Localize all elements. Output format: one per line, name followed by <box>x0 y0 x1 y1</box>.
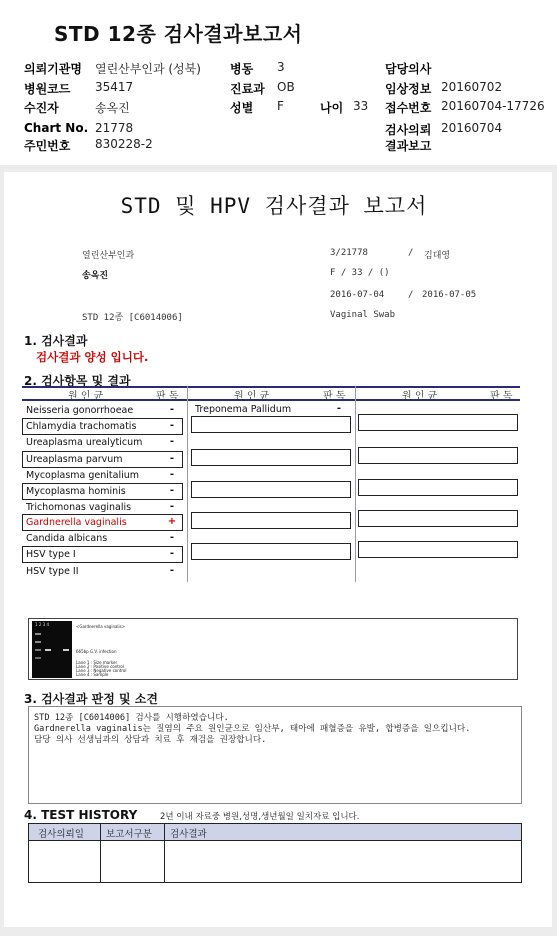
date-to: 2016-07-05 <box>422 290 477 300</box>
receipt-no-value: 20160704-17726 <box>441 99 545 113</box>
header-result: 판 독 <box>323 391 346 402</box>
department-value: OB <box>277 80 295 94</box>
header-organism: 원 인 균 <box>402 391 438 402</box>
organism-name: HSV type I <box>26 549 76 560</box>
patient-label: 수진자 <box>24 101 59 115</box>
organism-result: - <box>169 548 175 559</box>
organism-result-positive: + <box>167 516 177 527</box>
history-note: 2년 이내 자료중 병원,성명,생년월일 일치자료 입니다. <box>160 812 360 822</box>
gel-legend-item: Lane 1 : Size marker <box>76 660 118 665</box>
organism-name: Chlamydia trachomatis <box>26 421 137 432</box>
history-header-rule <box>29 840 521 841</box>
empty-row-box <box>358 510 518 527</box>
id-no-label: 주민번호 <box>24 139 71 153</box>
organism-name: Trichomonas vaginalis <box>26 502 132 513</box>
column-divider <box>164 824 165 882</box>
header-organism: 원 인 균 <box>234 391 270 402</box>
organism-name: Candida albicans <box>26 533 108 544</box>
organism-name: Mycoplasma hominis <box>26 486 126 497</box>
section-test-history: 4. TEST HISTORY <box>24 808 138 822</box>
empty-row-box <box>191 416 351 433</box>
organism-name: Ureaplasma parvum <box>26 454 123 465</box>
sex-age: F / 33 / () <box>330 268 390 278</box>
empty-row-box <box>191 512 351 529</box>
chart-doctor: 3/21778 <box>330 248 368 258</box>
gel-lane-numbers: 1 2 3 4 <box>35 622 49 627</box>
slash-1: / <box>408 248 414 258</box>
sex-value: F <box>277 99 284 113</box>
organism-result: - <box>169 501 175 512</box>
gel-legend-item: Lane 2 : Positive control <box>76 664 124 669</box>
organism-result: - <box>169 453 175 464</box>
clinical-info-label: 임상정보 <box>385 82 432 96</box>
empty-row-box <box>358 541 518 558</box>
history-col-report-type: 보고서구분 <box>106 829 152 840</box>
sex-label: 성별 <box>230 101 254 115</box>
gel-title: <Gardnerella vaginalis> <box>76 624 126 629</box>
column-divider <box>187 386 188 582</box>
document-title: STD 12종 검사결과보고서 <box>54 22 303 46</box>
history-col-request-date: 검사의뢰일 <box>38 829 84 840</box>
organism-name: Ureaplasma urealyticum <box>26 437 143 448</box>
organism-result: - <box>169 436 175 447</box>
organism-result: - <box>169 485 175 496</box>
clinic-name: 열린산부인과 <box>82 251 135 261</box>
header-result: 판 독 <box>490 391 513 402</box>
requested-label: 검사의뢰 <box>385 123 432 137</box>
date-from: 2016-07-04 <box>330 290 385 300</box>
organism-name-positive: Gardnerella vaginalis <box>26 517 127 528</box>
hospital-code-label: 병원코드 <box>24 82 71 96</box>
ward-label: 병동 <box>230 62 254 76</box>
empty-row-box <box>358 447 518 464</box>
column-divider <box>100 824 101 882</box>
header-organism: 원 인 균 <box>68 391 104 402</box>
ward-value: 3 <box>277 60 285 74</box>
gel-legend-item: Lane 3 : Negative control <box>76 668 127 673</box>
empty-row-box <box>191 543 351 560</box>
hospital-code-value: 35417 <box>95 80 134 94</box>
department-label: 진료과 <box>230 82 265 96</box>
empty-row-box <box>191 449 351 466</box>
age-value: 33 <box>353 99 369 113</box>
report-title: STD 및 HPV 검사결과 보고서 <box>120 194 428 218</box>
doctor-label: 담당의사 <box>385 62 432 76</box>
slash-2: / <box>408 290 414 300</box>
section-findings: 3. 검사결과 판정 및 소견 <box>24 692 158 706</box>
section-results: 1. 검사결과 <box>24 334 88 348</box>
requested-value: 20160704 <box>441 121 503 135</box>
organism-name: Treponema Pallidum <box>195 404 292 415</box>
chart-no-label: Chart No. <box>24 121 89 135</box>
empty-row-box <box>191 481 351 498</box>
age-label: 나이 <box>320 101 344 115</box>
receipt-no-label: 접수번호 <box>385 101 432 115</box>
gel-band-label: 665bp G.V. infection <box>76 649 117 654</box>
id-no-value: 830228-2 <box>95 137 153 151</box>
organism-name: HSV type II <box>26 566 79 577</box>
clinical-info-value: 20160702 <box>441 80 503 94</box>
history-col-result: 검사결과 <box>170 829 207 840</box>
section-items: 2. 검사항목 및 결과 <box>24 374 131 388</box>
organism-result: - <box>169 469 175 480</box>
organism-result: - <box>169 420 175 431</box>
history-table-header <box>29 824 521 840</box>
finding-line: STD 12종 [C6014006] 검사를 시행하였습니다. <box>34 713 229 723</box>
patient-value: 송옥진 <box>95 101 130 115</box>
chart-no-value: 21778 <box>95 121 134 135</box>
empty-row-box <box>358 414 518 431</box>
result-summary: 검사결과 양성 입니다. <box>36 350 149 364</box>
header-result: 판 독 <box>156 391 179 402</box>
column-divider <box>355 386 356 582</box>
organism-name: Mycoplasma genitalium <box>26 470 140 481</box>
test-code: STD 12종 [C6014006] <box>82 313 183 323</box>
patient-name: 송옥진 <box>82 271 109 281</box>
report-label: 결과보고 <box>385 139 432 153</box>
institution-value: 열린산부인과 (성북) <box>95 62 201 76</box>
empty-row-box <box>358 479 518 496</box>
organism-result: - <box>336 403 342 414</box>
gel-legend-item: Lane 4 : Sample <box>76 672 109 677</box>
institution-label: 의뢰기관명 <box>24 62 82 76</box>
organism-result: - <box>169 565 175 576</box>
organism-name: Neisseria gonorrhoeae <box>26 405 134 416</box>
organism-result: - <box>169 404 175 415</box>
finding-line: 담당 의사 선생님과의 상담과 치료 후 재검을 권장합니다. <box>34 735 267 745</box>
doctor-name: 김대영 <box>424 251 451 261</box>
finding-line: Gardnerella vaginalis는 질염의 주요 원인균으로 임산부, 태아에 패혈증을 유발, 합병증을 일으킵니다. <box>34 724 471 734</box>
gel-electrophoresis-image <box>32 621 72 678</box>
organism-result: - <box>169 532 175 543</box>
specimen: Vaginal Swab <box>330 310 396 320</box>
